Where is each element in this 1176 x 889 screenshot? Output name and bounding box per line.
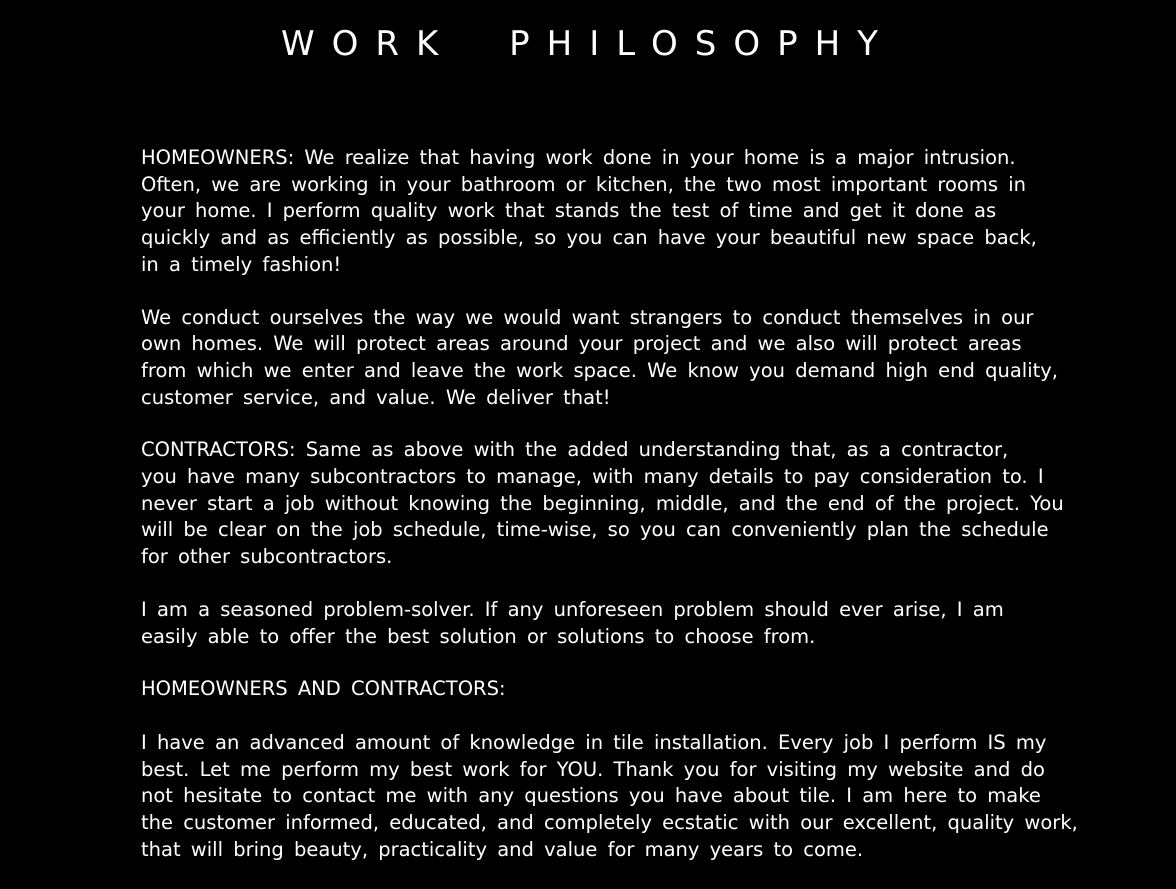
section-heading-homeowners-and-contractors [141,676,1111,703]
paragraph-line: I am a seasoned problem-solver. If any unforeseen problem should ever arise, I am [141,597,1004,621]
paragraph-knowledge [141,730,1111,864]
paragraph-line: Often, we are working in your bathroom or kitchen, the two most important rooms in [141,172,1026,196]
paragraph-line: customer service, and value. We deliver that! [141,385,611,409]
paragraph-line: from which we enter and leave the work space. We know you demand high end quality, [141,358,1059,382]
paragraph-line: HOMEOWNERS AND CONTRACTORS: [141,677,506,701]
paragraph-line: the customer informed, educated, and completely ecstatic with our excellent, quality work, [141,811,1078,835]
paragraph-conduct [141,305,1111,412]
page-title: WORK PHILOSOPHY [281,24,895,64]
paragraph-line: you have many subcontractors to manage, with many details to pay consideration to. I [141,465,1044,489]
paragraph-line: HOMEOWNERS: We realize that having work done in your home is a major intrusion. [141,146,1016,169]
paragraph-line: your home. I perform quality work that stands the test of time and get it done as [141,199,997,223]
paragraph-homeowners [141,145,1111,279]
paragraph-line: easily able to offer the best solution or solutions to choose from. [141,624,816,648]
paragraph-line: I have an advanced amount of knowledge in tile installation. Every job I perform IS my [141,730,1047,754]
paragraph-contractors [141,437,1111,571]
philosophy-content [141,145,1111,889]
paragraph-line: not hesitate to contact me with any questions you have about tile. I am here to make [141,784,1041,808]
paragraph-line: for other subcontractors. [141,545,393,569]
paragraph-line: will be clear on the job schedule, time-wise, so you can conveniently plan the schedule [141,518,1049,542]
paragraph-line: that will bring beauty, practicality and value for many years to come. [141,837,864,861]
paragraph-line: CONTRACTORS: Same as above with the added understanding that, as a contractor, [141,438,1009,462]
paragraph-line: best. Let me perform my best work for YOU. Thank you for visiting my website and do [141,757,1045,781]
paragraph-problem-solver [141,597,1111,650]
paragraph-line: quickly and as efficiently as possible, so you can have your beautiful new space back, [141,226,1037,250]
paragraph-line: own homes. We will protect areas around your project and we also will protect areas [141,332,1022,356]
paragraph-line: never start a job without knowing the beginning, middle, and the end of the project. You [141,491,1064,515]
paragraph-line: We conduct ourselves the way we would want strangers to conduct themselves in our [141,305,1034,329]
paragraph-line: in a timely fashion! [141,252,342,276]
